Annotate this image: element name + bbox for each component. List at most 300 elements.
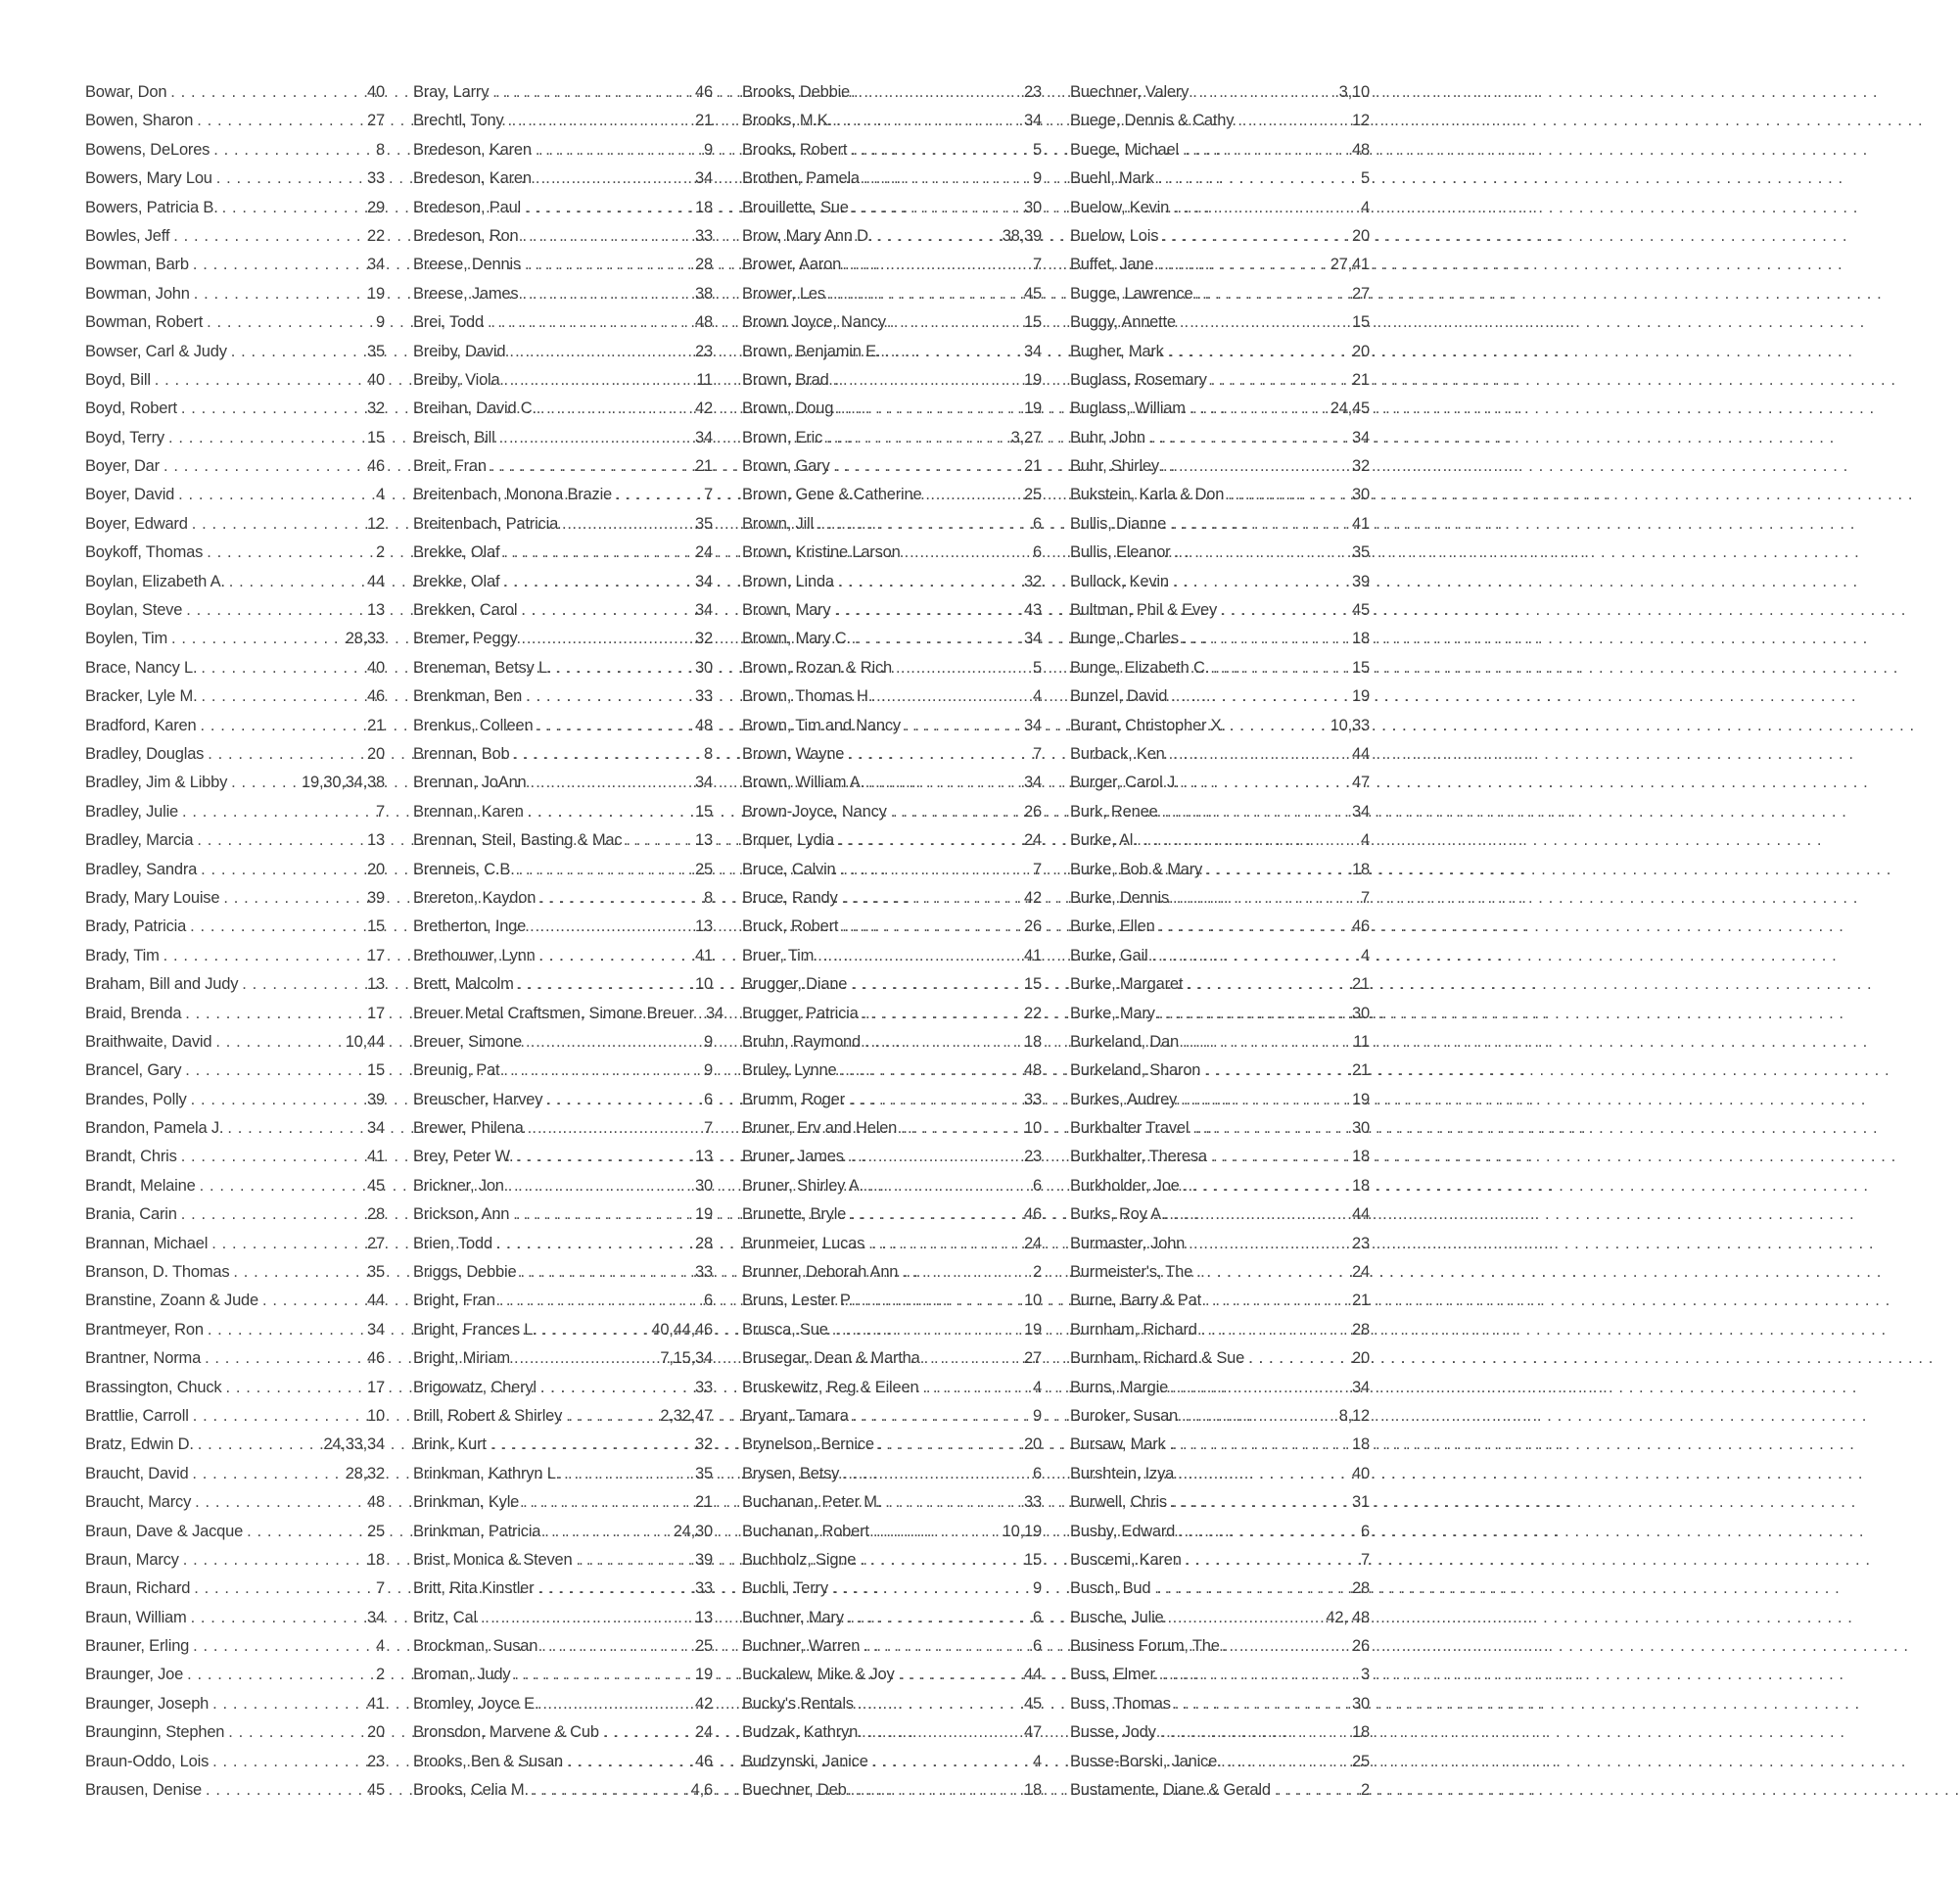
entry-pages: 48 [367,1493,385,1512]
dot-leader [1179,1518,1359,1546]
entry-name: Burks, Roy A. [1070,1205,1166,1224]
entry-name: Brekke, Olaf [413,572,500,590]
dot-leader [168,424,365,452]
entry-name: Brunner, Deborah Ann [742,1263,899,1282]
index-entry [1070,1316,1370,1344]
entry-name: Bunzel, David [1070,687,1168,706]
index-entry [413,1604,713,1632]
entry-pages: 48 [1024,1061,1042,1080]
entry-pages: 32 [695,1435,713,1454]
entry-pages: 8 [704,888,713,907]
entry-pages: 22 [1024,1004,1042,1022]
dot-leader [854,78,1022,107]
index-entry [742,1344,1042,1373]
dot-leader [1275,1776,1359,1805]
entry-pages: 24,33,34 [323,1435,385,1454]
entry-name: Bowar, Don [85,83,167,101]
dot-leader [519,856,693,884]
entry-name: Bredeson, Karen [413,140,532,159]
entry-pages: 18 [695,198,713,216]
dot-leader [1211,1143,1350,1171]
index-entry [85,1632,385,1661]
dot-leader [1190,395,1329,423]
dot-leader [1192,78,1336,107]
entry-pages: 33 [695,1263,713,1282]
entry-name: Burke, Gail [1070,946,1148,964]
dot-leader [905,712,1022,740]
entry-pages: 21 [1352,975,1370,994]
dot-leader [1221,1748,1350,1776]
index-entry [1070,1748,1370,1776]
index-entry [1070,1574,1370,1603]
index-entry [85,424,385,452]
dot-leader [185,1000,365,1028]
dot-leader [1205,1287,1350,1315]
index-entry [85,280,385,308]
entry-name: Brereton, Kaydon [413,888,537,907]
entry-name: Bowser, Carl & Judy [85,342,227,360]
dot-leader [868,1230,1022,1258]
entry-name: Brennan, Karen [413,802,524,821]
index-entry [1070,712,1370,740]
entry-pages: 21 [695,112,713,130]
entry-pages: 7 [376,802,385,821]
dot-leader [1201,1316,1350,1344]
index-entry [742,1776,1042,1805]
index-entry [85,1172,385,1200]
entry-pages: 34 [1352,428,1370,446]
entry-pages: 8,12 [1338,1406,1370,1425]
dot-leader [201,654,365,682]
entry-name: Buglass, William [1070,400,1186,418]
dot-leader [1162,798,1351,826]
index-entry [413,1028,713,1057]
entry-pages: 30 [1352,1694,1370,1713]
index-entry [742,1143,1042,1171]
dot-leader [213,136,374,164]
entry-pages: 10 [1024,1292,1042,1310]
index-entry [742,568,1042,596]
index-entry [85,481,385,509]
dot-leader [896,654,1031,682]
index-entry [85,510,385,539]
entry-pages: 4 [1033,1378,1042,1396]
dot-leader [503,1057,702,1085]
index-entry [413,452,713,481]
entry-pages: 39 [1352,572,1370,590]
entry-name: Bullis, Dianne [1070,514,1167,533]
index-entry [1070,338,1370,366]
entry-pages: 46 [1352,917,1370,936]
entry-name: Brechtl, Tony [413,112,504,130]
entry-name: Brady, Patricia [85,917,187,936]
index-entry [85,913,385,941]
entry-pages: 34 [1024,774,1042,792]
entry-name: Bruce, Randy [742,888,838,907]
entry-name: Brett, Malcolm [413,975,514,994]
entry-name: Breuer Metal Craftsmen, Simone Breuer [413,1004,694,1022]
index-entry [742,1172,1042,1200]
entry-pages: 41 [1024,946,1042,964]
entry-pages: 46 [367,687,385,706]
index-entry [1070,942,1370,970]
entry-pages: 5 [1361,169,1370,188]
index-entry [85,1718,385,1747]
entry-pages: 27 [1352,284,1370,303]
dot-leader [186,596,365,625]
index-entry [1070,884,1370,913]
entry-pages: 21 [1352,1061,1370,1080]
dot-leader [503,539,693,567]
entry-pages: 25 [1352,1752,1370,1770]
dot-leader [528,798,693,826]
dot-leader [1196,280,1350,308]
entry-pages: 15 [367,917,385,936]
entry-name: Brey, Peter W. [413,1148,514,1166]
entry-name: Burkes, Audrey [1070,1090,1178,1108]
entry-name: Bowens, DeLores [85,140,210,159]
index-entry [85,1748,385,1776]
dot-leader [1186,1546,1359,1574]
entry-name: Breiby, Viola [413,370,500,389]
index-entry [1070,1546,1370,1574]
dot-leader [1184,1172,1350,1200]
entry-name: Bronsdon, Marvene & Cub [413,1723,599,1742]
index-entry [413,826,713,855]
entry-name: Breneman, Betsy L. [413,658,552,677]
entry-pages: 6 [1361,1522,1370,1540]
dot-leader [1175,1690,1350,1718]
dot-leader [843,1460,1031,1488]
dot-leader [1211,366,1350,395]
entry-pages: 10 [695,975,713,994]
entry-pages: 31 [1352,1493,1370,1512]
index-entry [1070,1690,1370,1718]
index-entry [413,1488,713,1517]
entry-pages: 10 [367,1406,385,1425]
entry-name: Burke, Al [1070,831,1134,850]
dot-leader [537,712,693,740]
entry-name: Brower, Aaron [742,256,842,274]
index-entry [742,625,1042,653]
index-entry [85,395,385,423]
dot-leader [577,1546,694,1574]
entry-pages: 9 [704,140,713,159]
dot-leader [555,654,693,682]
index-entry [742,1431,1042,1459]
entry-pages: 42 [1024,888,1042,907]
index-entry [742,452,1042,481]
entry-name: Breitenbach, Monona Brazie [413,486,613,504]
entry-name: Brumm, Roger [742,1090,845,1108]
entry-pages: 9 [376,313,385,332]
index-entry [413,136,713,164]
entry-pages: 33 [695,1378,713,1396]
dot-leader [229,568,365,596]
entry-pages: 18 [1024,1781,1042,1800]
entry-name: Bowman, Barb [85,256,189,274]
index-entry [85,1661,385,1689]
entry-pages: 19 [367,284,385,303]
index-entry [742,136,1042,164]
dot-leader [1183,136,1350,164]
dot-leader [834,596,1022,625]
dot-leader [187,1661,374,1689]
index-column-4 [1070,78,1370,1805]
entry-pages: 34 [367,1119,385,1138]
entry-pages: 21 [367,716,385,734]
index-entry [742,424,1042,452]
index-entry [85,942,385,970]
entry-name: Buege, Michael [1070,140,1179,159]
entry-name: Bradley, Julie [85,802,179,821]
dot-leader [851,970,1022,999]
dot-leader [197,107,365,135]
index-entry [413,1460,713,1488]
entry-pages: 7 [376,1579,385,1598]
entry-name: Branson, D. Thomas [85,1263,230,1282]
entry-pages: 19,30,34,38 [302,774,385,792]
index-entry [742,913,1042,941]
entry-name: Brewer, Philena [413,1119,524,1138]
index-column-3 [742,78,1042,1805]
dot-leader [181,395,365,423]
entry-pages: 4,6 [690,1781,713,1800]
entry-name: Brekke, Olaf [413,543,500,562]
index-entry [413,568,713,596]
entry-name: Bredeson, Karen [413,169,532,188]
index-entry [413,1258,713,1287]
entry-name: Brow, Mary Ann D. [742,226,873,245]
entry-name: Boyd, Bill [85,370,151,389]
entry-pages: 3,10 [1338,83,1370,101]
index-entry [413,1718,713,1747]
dot-leader [864,1028,1022,1057]
entry-name: Brown, Rozan & Rich [742,658,893,677]
index-entry [742,1546,1042,1574]
index-entry [85,884,385,913]
dot-leader [855,625,1022,653]
entry-pages: 40 [367,370,385,389]
dot-leader [207,308,374,337]
entry-name: Brown, William A. [742,774,864,792]
entry-pages: 34 [695,774,713,792]
entry-name: Braunginn, Stephen [85,1723,225,1742]
index-entry [742,1230,1042,1258]
dot-leader [488,308,693,337]
entry-pages: 25 [695,1637,713,1656]
dot-leader [842,884,1022,913]
entry-name: Brania, Carin [85,1205,177,1224]
entry-name: Britz, Cal [413,1608,477,1626]
dot-leader [539,942,693,970]
dot-leader [1221,596,1350,625]
index-entry [413,1344,713,1373]
dot-leader [540,395,693,423]
entry-name: Boyer, David [85,486,175,504]
index-column-2 [413,78,723,1805]
dot-leader [1192,1114,1350,1143]
entry-name: Brandon, Pamela J. [85,1119,224,1138]
index-entry [1070,970,1370,999]
index-entry [85,366,385,395]
index-entry [1070,1287,1370,1315]
dot-leader [499,424,693,452]
entry-name: Boyer, Dar [85,457,160,476]
entry-pages: 24,30 [673,1522,713,1540]
entry-name: Buhr, Shirley [1070,457,1159,476]
entry-name: Brace, Nancy L. [85,658,198,677]
index-entry [85,769,385,797]
index-entry [1070,1718,1370,1747]
entry-name: Buchholz, Signe [742,1550,857,1569]
dot-leader [858,1690,1022,1718]
entry-pages: 32 [367,400,385,418]
index-entry [742,1661,1042,1689]
entry-name: Brunmeier, Lucas [742,1234,865,1252]
entry-pages: 33 [367,169,385,188]
entry-name: Breisch, Bill [413,428,495,446]
dot-leader [513,1200,693,1229]
entry-pages: 21 [1024,457,1042,476]
entry-name: Bradley, Douglas [85,744,205,763]
index-entry [413,222,713,251]
entry-pages: 21 [1352,1292,1370,1310]
entry-pages: 45 [367,1781,385,1800]
entry-name: Braucht, David [85,1464,189,1482]
index-entry [1070,1402,1370,1431]
entry-pages: 47 [1024,1723,1042,1742]
dot-leader [1149,424,1350,452]
entry-name: Bradley, Jim & Libby [85,774,228,792]
entry-pages: 27 [367,112,385,130]
dot-leader [195,1488,365,1517]
entry-name: Buchner, Mary [742,1608,844,1626]
dot-leader [1196,1258,1350,1287]
entry-pages: 6 [704,1292,713,1310]
entry-name: Braucht, Marcy [85,1493,192,1512]
entry-pages: 30 [695,1176,713,1195]
entry-name: Burkholder, Joe [1070,1176,1180,1195]
index-entry [85,712,385,740]
dot-leader [842,913,1022,941]
entry-name: Burke, Margaret [1070,975,1184,994]
index-entry [85,1431,385,1459]
entry-pages: 2 [376,543,385,562]
index-entry [742,769,1042,797]
entry-name: Bustamente, Diane & Gerald [1070,1781,1271,1800]
entry-pages: 6 [1033,1464,1042,1482]
entry-name: Bugher, Mark [1070,342,1164,360]
index-entry [413,856,713,884]
entry-pages: 34 [695,428,713,446]
dot-leader [212,1748,365,1776]
dot-leader [492,78,693,107]
dot-leader [540,1374,693,1402]
entry-pages: 44 [1024,1666,1042,1684]
dot-leader [902,1258,1031,1287]
dot-leader [1157,251,1328,279]
index-entry [742,539,1042,567]
dot-leader [520,1258,693,1287]
index-entry [1070,682,1370,711]
dot-leader [231,769,300,797]
dot-leader [1224,1632,1350,1661]
dot-leader [228,1718,365,1747]
entry-pages: 45 [367,1176,385,1195]
entry-pages: 15 [1024,1550,1042,1569]
index-entry [742,798,1042,826]
index-entry [85,596,385,625]
index-entry [413,1230,713,1258]
entry-name: Brandt, Chris [85,1148,177,1166]
entry-pages: 33 [1024,1493,1042,1512]
entry-pages: 46 [367,1349,385,1368]
entry-name: Brennan, Bob [413,744,510,763]
index-entry [413,1546,713,1574]
entry-pages: 34 [695,572,713,590]
dot-leader [507,107,693,135]
index-entry [1070,366,1370,395]
index-entry [85,1690,385,1718]
entry-pages: 23 [1024,83,1042,101]
entry-pages: 33 [695,1579,713,1598]
index-entry [742,338,1042,366]
index-entry [742,682,1042,711]
index-entry [413,251,713,279]
entry-name: Bowen, Sharon [85,112,194,130]
dot-leader [182,798,374,826]
index-entry [85,1402,385,1431]
entry-pages: 15 [695,802,713,821]
entry-pages: 6 [1033,1176,1042,1195]
entry-name: Brinkman, Patricia [413,1522,541,1540]
dot-leader [853,1402,1031,1431]
entry-pages: 17 [367,1004,385,1022]
index-entry [413,1172,713,1200]
entry-name: Burke, Dennis [1070,888,1170,907]
entry-name: Brenneis, C.B. [413,860,515,878]
entry-pages: 21 [695,457,713,476]
entry-name: Breihan, David C. [413,400,537,418]
entry-pages: 44 [1352,1205,1370,1224]
entry-pages: 7 [1361,1550,1370,1569]
entry-pages: 46 [1024,1205,1042,1224]
index-entry [413,970,713,999]
dot-leader [222,194,365,222]
dot-leader [201,682,365,711]
entry-name: Brenkman, Ben [413,687,523,706]
entry-name: Brown, Eric [742,428,823,446]
entry-name: Bradford, Karen [85,716,197,734]
index-entry [742,1028,1042,1057]
entry-pages: 38 [695,284,713,303]
entry-pages: 47 [1352,774,1370,792]
dot-leader [530,913,693,941]
index-entry [85,1604,385,1632]
entry-name: Braithwaite, David [85,1032,212,1051]
entry-name: Brauner, Erling [85,1637,190,1656]
entry-name: Bremer, Peggy [413,630,518,648]
index-entry [85,251,385,279]
dot-leader [922,1374,1031,1402]
index-entry [1070,280,1370,308]
index-entry [742,194,1042,222]
entry-name: Bredeson, Paul [413,198,522,216]
entry-name: Buechner, Valery [1070,83,1190,101]
index-entry [85,1086,385,1114]
entry-name: Brennan, JoAnn [413,774,527,792]
